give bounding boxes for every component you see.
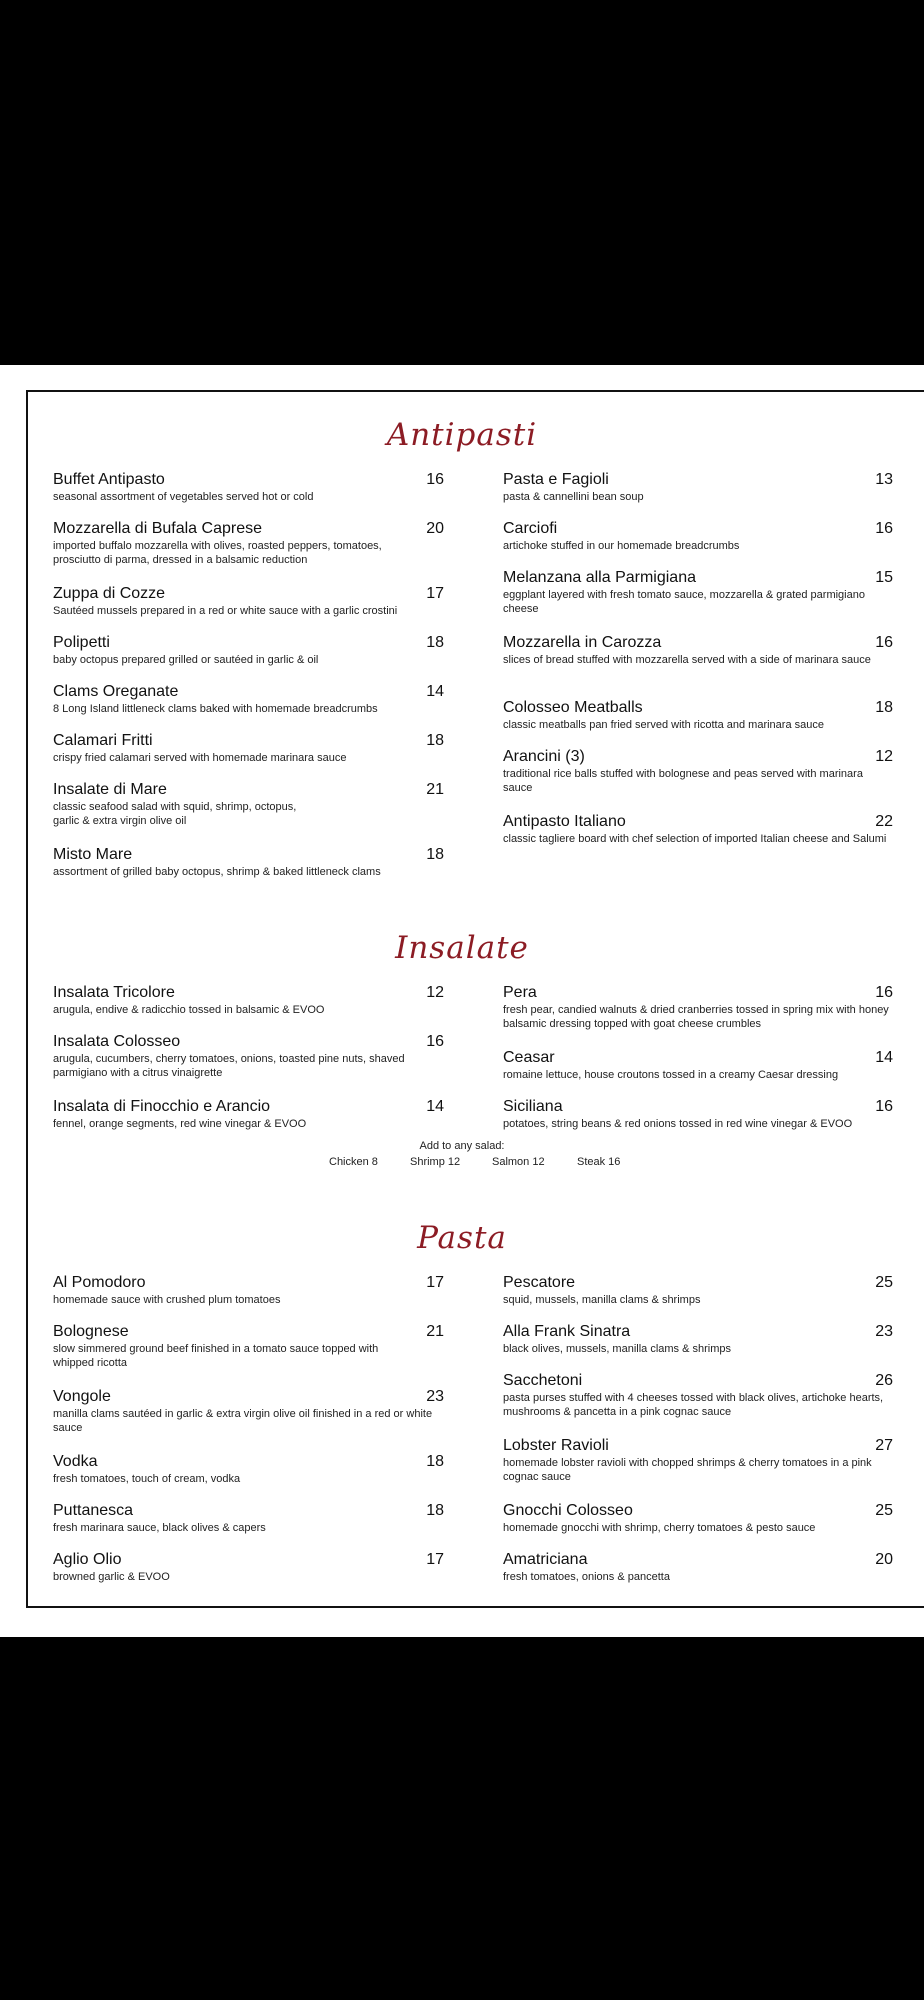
item-description: classic tagliere board with chef selection of imported Italian cheese and Salumi: [503, 833, 887, 845]
item-name: Lobster Ravioli: [503, 1437, 609, 1454]
menu-item: [53, 1452, 443, 1486]
menu-item: [53, 983, 443, 1017]
item-description: arugula, endive & radicchio tossed in balsamic & EVOO: [53, 1004, 325, 1016]
item-name: Bolognese: [53, 1323, 129, 1340]
item-price: 20: [875, 1551, 893, 1568]
item-description: traditional rice balls stuffed with bolognese and peas served with marinara sauce: [503, 768, 863, 794]
item-description: Sautéed mussels prepared in a red or white sauce with a garlic crostini: [53, 605, 398, 617]
item-name: Polipetti: [53, 634, 110, 651]
menu-item: [53, 845, 443, 879]
menu-item: [53, 633, 443, 667]
salad-addon-shrimp: Shrimp 12: [410, 1156, 461, 1168]
item-price: 18: [426, 1453, 444, 1470]
menu-item: [503, 1436, 893, 1484]
item-description: pasta purses stuffed with 4 cheeses tossed with black olives, artichoke hearts, mushrooms & pancetta in a pink cognac sauce: [503, 1392, 884, 1418]
item-description: slices of bread stuffed with mozzarella served with a side of marinara sauce: [503, 654, 871, 666]
item-description: 8 Long Island littleneck clams baked with homemade breadcrumbs: [53, 703, 378, 715]
menu-item: [503, 1273, 893, 1307]
item-price: 16: [426, 1033, 444, 1050]
item-price: 26: [875, 1372, 893, 1389]
menu-item: [503, 633, 893, 667]
item-name: Arancini (3): [503, 748, 585, 765]
item-price: 13: [875, 471, 893, 488]
item-description: fresh tomatoes, onions & pancetta: [503, 1571, 670, 1583]
item-name: Melanzana alla Parmigiana: [503, 569, 696, 586]
item-description: romaine lettuce, house croutons tossed in a creamy Caesar dressing: [503, 1069, 839, 1081]
item-name: Vodka: [53, 1453, 98, 1470]
item-description: assortment of grilled baby octopus, shrimp & baked littleneck clams: [53, 866, 381, 878]
menu-item: [53, 519, 443, 567]
item-description: pasta & cannellini bean soup: [503, 491, 644, 503]
menu-page: [0, 365, 924, 1637]
menu-item: [503, 1322, 893, 1356]
item-name: Amatriciana: [503, 1551, 588, 1568]
item-name: Zuppa di Cozze: [53, 585, 166, 602]
menu-item: [53, 584, 443, 618]
item-description: arugula, cucumbers, cherry tomatoes, onions, toasted pine nuts, shaved parmigiano with a citrus vinaigrette: [53, 1053, 405, 1079]
item-name: Gnocchi Colosseo: [503, 1502, 633, 1519]
menu-item: [53, 780, 443, 828]
item-name: Carciofi: [503, 520, 558, 537]
item-price: 18: [426, 634, 444, 651]
item-price: 16: [875, 520, 893, 537]
item-description: fresh pear, candied walnuts & dried cranberries tossed in spring mix with honey balsamic dressing topped with goat cheese crumbles: [503, 1004, 889, 1030]
menu-item: [503, 812, 893, 846]
item-price: 18: [426, 732, 444, 749]
item-description: black olives, mussels, manilla clams & shrimps: [503, 1343, 732, 1355]
item-name: Buffet Antipasto: [53, 471, 165, 488]
item-name: Insalate di Mare: [53, 781, 167, 798]
menu-item: [503, 983, 893, 1031]
item-description: browned garlic & EVOO: [53, 1571, 170, 1583]
item-price: 23: [875, 1323, 893, 1340]
item-price: 18: [875, 699, 893, 716]
menu-item: [503, 747, 893, 795]
menu-item: [503, 1501, 893, 1535]
item-description: eggplant layered with fresh tomato sauce, mozzarella & grated parmigiano cheese: [503, 589, 865, 615]
item-name: Calamari Fritti: [53, 732, 153, 749]
menu-item: [53, 1387, 443, 1435]
menu-item: [53, 1097, 443, 1131]
item-description: slow simmered ground beef finished in a tomato sauce topped with whipped ricotta: [53, 1343, 379, 1369]
menu-item: [503, 470, 893, 504]
item-name: Insalata Colosseo: [53, 1033, 181, 1050]
menu-item: [503, 1371, 893, 1419]
menu-item: [53, 1032, 443, 1080]
item-price: 18: [426, 1502, 444, 1519]
item-price: 22: [875, 813, 893, 830]
item-name: Sacchetoni: [503, 1372, 583, 1389]
salad-addons-label: Add to any salad:: [419, 1140, 505, 1152]
menu-item: [503, 1048, 893, 1082]
item-price: 14: [426, 683, 444, 700]
item-name: Pera: [503, 984, 537, 1001]
menu-item: [503, 568, 893, 616]
item-description: classic meatballs pan fried served with ricotta and marinara sauce: [503, 719, 824, 731]
salad-addon-salmon: Salmon 12: [492, 1156, 545, 1168]
section-title-pasta: Pasta: [417, 1220, 507, 1256]
item-price: 16: [426, 471, 444, 488]
item-description: squid, mussels, manilla clams & shrimps: [503, 1294, 701, 1306]
menu-item: [503, 1550, 893, 1584]
item-price: 15: [875, 569, 893, 586]
item-price: 21: [426, 781, 444, 798]
section-title-antipasti: Antipasti: [386, 417, 538, 453]
item-description: seasonal assortment of vegetables served hot or cold: [53, 491, 314, 503]
menu-item: [53, 1322, 443, 1370]
menu-item: [53, 731, 443, 765]
item-description: fennel, orange segments, red wine vinegar & EVOO: [53, 1118, 307, 1130]
item-description: homemade lobster ravioli with chopped shrimps & cherry tomatoes in a pink cognac sauce: [503, 1457, 872, 1483]
item-name: Aglio Olio: [53, 1551, 122, 1568]
salad-addon-chicken: Chicken 8: [329, 1156, 378, 1168]
menu-item: [53, 470, 443, 504]
item-name: Insalata di Finocchio e Arancio: [53, 1098, 271, 1115]
item-description: homemade sauce with crushed plum tomatoes: [53, 1294, 281, 1306]
item-description: baby octopus prepared grilled or sautéed in garlic & oil: [53, 654, 319, 666]
item-name: Colosseo Meatballs: [503, 699, 643, 716]
item-name: Ceasar: [503, 1049, 555, 1066]
item-name: Puttanesca: [53, 1502, 134, 1519]
item-price: 14: [426, 1098, 444, 1115]
item-price: 17: [426, 1551, 444, 1568]
item-description: fresh marinara sauce, black olives & capers: [53, 1522, 266, 1534]
item-name: Clams Oreganate: [53, 683, 179, 700]
item-description: crispy fried calamari served with homemade marinara sauce: [53, 752, 347, 764]
item-price: 14: [875, 1049, 893, 1066]
item-name: Al Pomodoro: [53, 1274, 146, 1291]
item-description: classic seafood salad with squid, shrimp, octopus, garlic & extra virgin olive oil: [53, 801, 297, 827]
item-name: Antipasto Italiano: [503, 813, 626, 830]
item-name: Mozzarella in Carozza: [503, 634, 662, 651]
menu-item: [503, 519, 893, 553]
item-name: Alla Frank Sinatra: [503, 1323, 631, 1340]
item-name: Vongole: [53, 1388, 111, 1405]
menu-item: [53, 1273, 443, 1307]
item-price: 23: [426, 1388, 444, 1405]
item-price: 17: [426, 1274, 444, 1291]
item-price: 12: [426, 984, 444, 1001]
item-description: homemade gnocchi with shrimp, cherry tomatoes & pesto sauce: [503, 1522, 816, 1534]
item-description: artichoke stuffed in our homemade breadcrumbs: [503, 540, 740, 552]
item-price: 16: [875, 634, 893, 651]
item-price: 12: [875, 748, 893, 765]
menu-item: [53, 682, 443, 716]
item-name: Pasta e Fagioli: [503, 471, 609, 488]
item-price: 16: [875, 1098, 893, 1115]
item-description: imported buffalo mozzarella with olives, roasted peppers, tomatoes, prosciutto di parma, dressed in a balsamic reduction: [53, 540, 382, 566]
item-price: 27: [875, 1437, 893, 1454]
item-price: 25: [875, 1274, 893, 1291]
item-price: 20: [426, 520, 444, 537]
item-price: 17: [426, 585, 444, 602]
menu-item: [503, 1097, 893, 1131]
menu-item: [53, 1550, 443, 1584]
item-price: 16: [875, 984, 893, 1001]
menu-item: [53, 1501, 443, 1535]
item-name: Siciliana: [503, 1098, 563, 1115]
item-description: potatoes, string beans & red onions tossed in red wine vinegar & EVOO: [503, 1118, 853, 1130]
salad-addon-steak: Steak 16: [577, 1156, 621, 1168]
item-name: Pescatore: [503, 1274, 576, 1291]
item-description: fresh tomatoes, touch of cream, vodka: [53, 1473, 241, 1485]
item-price: 25: [875, 1502, 893, 1519]
item-name: Mozzarella di Bufala Caprese: [53, 520, 262, 537]
item-description: manilla clams sautéed in garlic & extra virgin olive oil finished in a red or white sauce: [53, 1408, 433, 1434]
item-price: 21: [426, 1323, 444, 1340]
item-name: Insalata Tricolore: [53, 984, 175, 1001]
item-name: Misto Mare: [53, 846, 133, 863]
section-title-insalate: Insalate: [395, 930, 529, 966]
menu-item: [503, 698, 893, 732]
item-price: 18: [426, 846, 444, 863]
